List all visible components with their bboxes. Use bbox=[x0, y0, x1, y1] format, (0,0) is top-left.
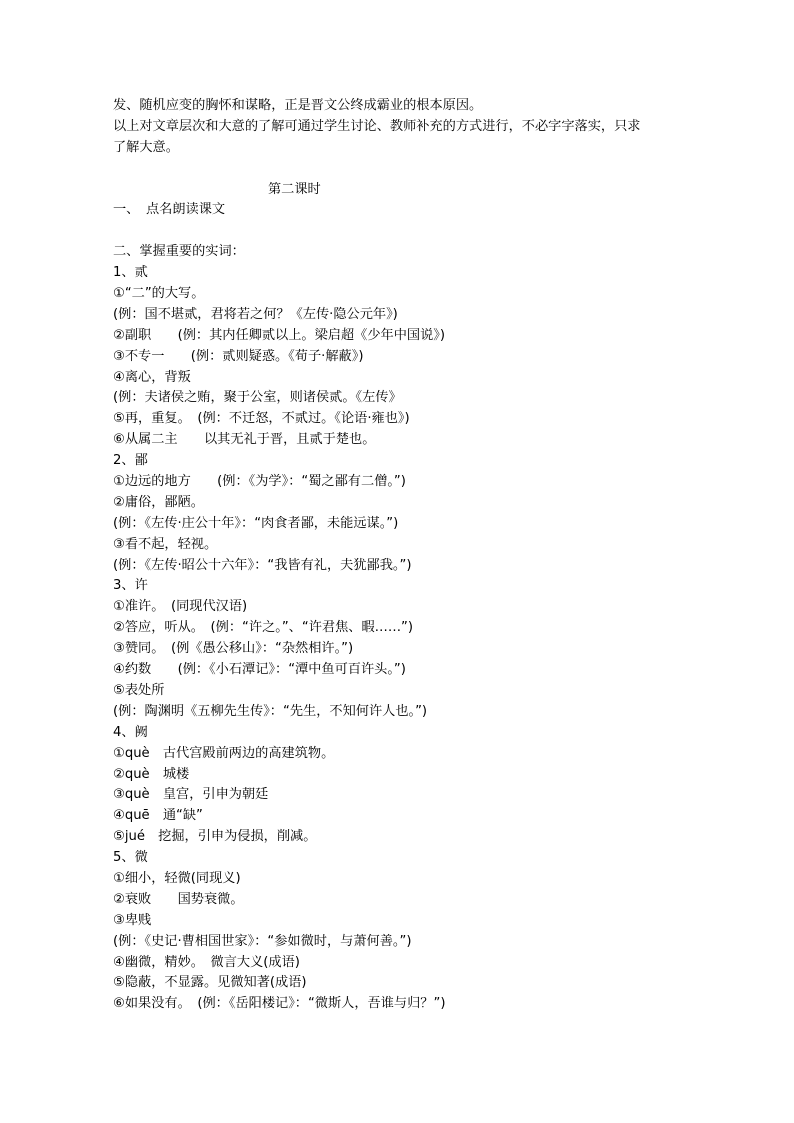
example-line: (例：《史记·曹相国世家》：“参如微时，与萧何善。”) bbox=[113, 933, 412, 949]
definition-line: ③看不起，轻视。 bbox=[113, 536, 218, 552]
word-heading-que: 4、阙 bbox=[113, 724, 148, 740]
definition-line: ②庸俗，鄙陋。 bbox=[113, 494, 204, 510]
definition-line: ②答应，听从。 (例：“许之。”、“许君焦、暇……”) bbox=[113, 620, 413, 636]
blank-line bbox=[113, 221, 688, 242]
intro-paragraph-2-line-1: 以上对文章层次和大意的了解可通过学生讨论、教师补充的方式进行，不必字字落实，只求 bbox=[113, 118, 641, 134]
definition-line: ①“二”的大写。 bbox=[113, 286, 205, 302]
example-line: (例：陶渊明《五柳先生传》：“先生，不知何许人也。”) bbox=[113, 703, 428, 719]
definition-line: ③què 皇宫，引申为朝廷 bbox=[113, 787, 269, 803]
definition-line: ⑥从属二主 以其无礼于晋，且贰于楚也。 bbox=[113, 432, 376, 448]
definition-line: ⑤表处所 bbox=[113, 682, 165, 698]
example-line: (例：《左传·昭公十六年》：“我皆有礼，夫犹鄙我。”) bbox=[113, 557, 412, 573]
definition-line: ③不专一 (例：贰则疑惑。《荀子·解蔽》) bbox=[113, 348, 364, 364]
definition-line: ③卑贱 bbox=[113, 912, 152, 928]
blank-line bbox=[113, 159, 688, 180]
document-body bbox=[113, 96, 688, 1015]
intro-paragraph-1: 发、随机应变的胸怀和谋略，正是晋文公终成霸业的根本原因。 bbox=[113, 98, 483, 113]
section-heading-reading: 一、 点名朗读课文 bbox=[113, 202, 226, 218]
lesson-title: 第二课时 bbox=[268, 181, 321, 197]
definition-line: ①què 古代宫殿前两边的高建筑物。 bbox=[113, 745, 335, 761]
definition-line: ⑤再，重复。 (例：不迁怒，不贰过。《论语·雍也》) bbox=[113, 411, 410, 427]
word-heading-bi: 2、鄙 bbox=[113, 453, 148, 469]
word-heading-xu: 3、许 bbox=[113, 578, 148, 594]
example-line: (例：《左传·庄公十年》：“肉食者鄙，未能远谋。”) bbox=[113, 515, 399, 531]
example-line: (例：夫诸侯之贿，聚于公室，则诸侯贰。《左传》 bbox=[113, 390, 402, 406]
definition-line: ④约数 (例：《小石潭记》：“潭中鱼可百许头。”) bbox=[113, 662, 406, 678]
definition-line: ⑤jué 挖掘，引申为侵损，削减。 bbox=[113, 829, 317, 845]
intro-paragraph-2-line-2: 了解大意。 bbox=[113, 139, 179, 155]
definition-line: ②衰败 国势衰微。 bbox=[113, 891, 244, 907]
definition-line: ①准许。 (同现代汉语) bbox=[113, 599, 248, 615]
definition-line: ⑥如果没有。 (例：《岳阳楼记》：“微斯人，吾谁与归？”) bbox=[113, 996, 446, 1012]
section-heading-vocabulary: 二、掌握重要的实词： bbox=[113, 244, 245, 260]
definition-line: ①边远的地方 (例：《为学》：“蜀之鄙有二僧。”) bbox=[113, 474, 406, 490]
definition-line: ③赞同。 (例《愚公移山》：“杂然相许。”) bbox=[113, 641, 354, 657]
definition-line: ①细小，轻微(同现义) bbox=[113, 870, 241, 886]
definition-line: ④幽微，精妙。 微言大义(成语) bbox=[113, 954, 300, 970]
word-heading-wei: 5、微 bbox=[113, 850, 148, 866]
definition-line: ②副职 (例：其内任卿贰以上。梁启超《少年中国说》) bbox=[113, 327, 446, 343]
word-heading-er: 1、贰 bbox=[113, 265, 148, 281]
definition-line: ④离心，背叛 bbox=[113, 369, 191, 385]
definition-line: ⑤隐蔽，不显露。见微知著(成语) bbox=[113, 975, 307, 991]
example-line: (例：国不堪贰，君将若之何？《左传·隐公元年》) bbox=[113, 306, 398, 322]
definition-line: ②què 城楼 bbox=[113, 766, 190, 782]
definition-line: ④quē 通“缺” bbox=[113, 808, 203, 824]
